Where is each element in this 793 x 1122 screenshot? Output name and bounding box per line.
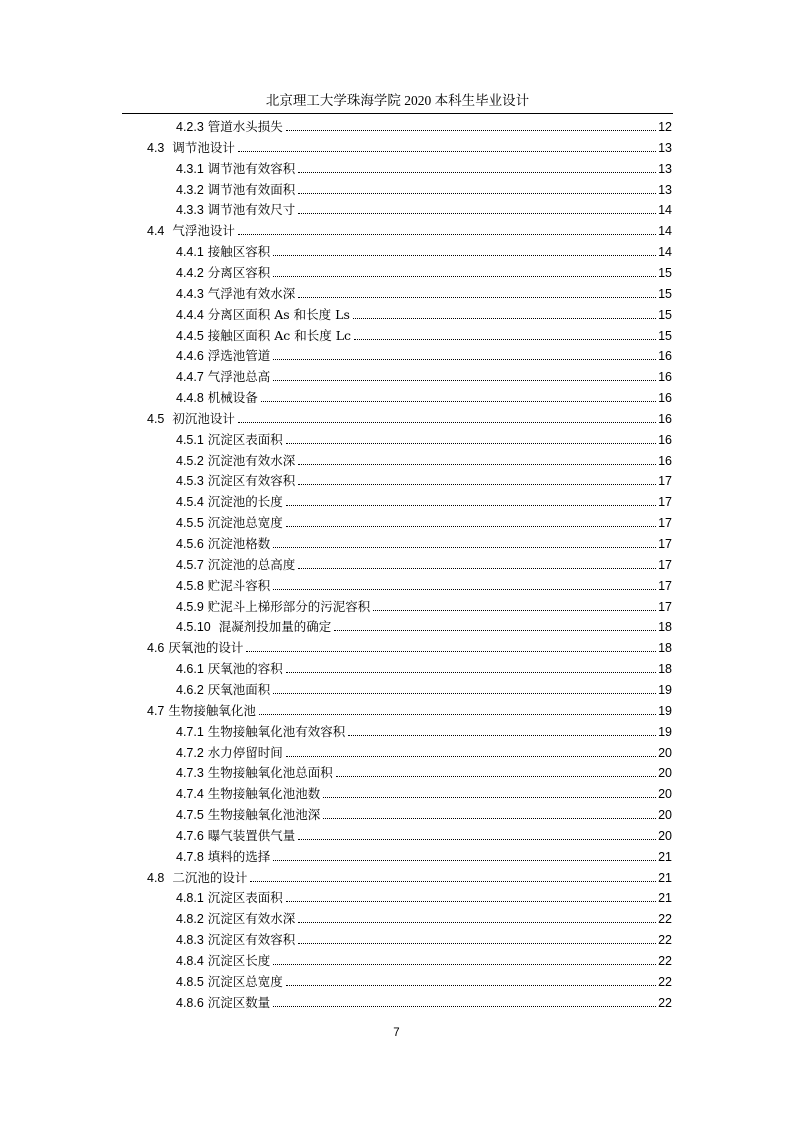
toc-dot-leader xyxy=(298,296,656,298)
toc-entry-label xyxy=(176,369,271,385)
toc-entry-label xyxy=(176,328,352,344)
toc-section-entry[interactable] xyxy=(147,636,672,656)
toc-dot-leader xyxy=(273,1005,656,1007)
toc-page-number: 17 xyxy=(658,495,672,510)
toc-entry-title: 管道水头损失 xyxy=(203,119,283,134)
toc-dot-leader xyxy=(238,421,656,423)
toc-entry-number: 4.3.2 xyxy=(176,182,204,197)
toc-subsection-entry[interactable] xyxy=(176,490,672,510)
toc-subsection-entry[interactable] xyxy=(176,928,672,948)
toc-dot-leader xyxy=(273,692,656,694)
toc-subsection-entry[interactable] xyxy=(176,678,672,698)
toc-entry-title: 沉淀区表面积 xyxy=(203,890,283,906)
toc-subsection-entry[interactable] xyxy=(176,615,672,635)
toc-subsection-entry[interactable] xyxy=(176,511,672,531)
toc-entry-title: 填料的选择 xyxy=(203,848,271,864)
toc-page-number: 18 xyxy=(658,620,672,635)
toc-entry-label xyxy=(176,453,296,469)
toc-entry-title: 浮选池管道 xyxy=(203,348,271,364)
toc-page-number: 21 xyxy=(658,849,672,864)
toc-page-number: 16 xyxy=(658,391,672,406)
toc-entry-label xyxy=(176,661,284,677)
toc-dot-leader xyxy=(286,442,656,444)
toc-entry-number: 4.4.5 xyxy=(176,328,204,343)
toc-entry-title: 贮泥斗上梯形部分的污泥容积 xyxy=(203,598,371,614)
toc-dot-leader xyxy=(298,567,656,569)
toc-entry-label xyxy=(176,682,271,698)
toc-entry-label xyxy=(176,473,296,489)
toc-subsection-entry[interactable] xyxy=(176,449,672,469)
toc-entry-label xyxy=(147,703,257,719)
toc-subsection-entry[interactable] xyxy=(176,115,672,135)
toc-entry-title: 机械设备 xyxy=(203,390,258,406)
toc-dot-leader xyxy=(273,275,656,277)
toc-page-number: 16 xyxy=(658,411,672,426)
toc-page-number: 20 xyxy=(658,745,672,760)
toc-entry-title: 沉淀区有效水深 xyxy=(203,911,296,927)
toc-dot-leader xyxy=(273,358,656,360)
toc-page-number: 19 xyxy=(658,724,672,739)
toc-dot-leader xyxy=(273,963,656,965)
toc-page-number: 17 xyxy=(658,599,672,614)
toc-entry-label xyxy=(176,974,284,990)
toc-entry-title: 生物接触氧化池池深 xyxy=(203,807,321,823)
toc-entry-label xyxy=(176,932,296,948)
toc-page-number: 18 xyxy=(658,641,672,656)
toc-entry-number: 4.3.1 xyxy=(176,161,204,176)
toc-entry-label xyxy=(176,390,259,406)
header-rule xyxy=(122,113,673,114)
toc-entry-label xyxy=(176,953,271,969)
toc-page-number: 22 xyxy=(658,954,672,968)
toc-page-number: 19 xyxy=(658,682,672,697)
toc-page-number: 12 xyxy=(658,120,672,134)
toc-entry-title: 厌氧池的设计 xyxy=(164,640,244,656)
toc-entry-number: 4.7.5 xyxy=(176,808,204,823)
toc-page-number: 13 xyxy=(658,161,672,176)
toc-entry-title: 生物接触氧化池总面积 xyxy=(203,765,333,781)
toc-entry-number: 4.5 xyxy=(147,411,165,426)
toc-entry-number: 4.3 xyxy=(147,140,165,155)
toc-entry-label xyxy=(176,599,371,615)
toc-entry-title: 调节池设计 xyxy=(164,139,235,155)
toc-subsection-entry[interactable] xyxy=(176,886,672,906)
toc-subsection-entry[interactable] xyxy=(176,240,672,260)
toc-dot-leader xyxy=(354,338,656,340)
toc-entry-number: 4.4.3 xyxy=(176,286,204,301)
toc-entry-label xyxy=(176,578,271,594)
toc-entry-number: 4.8.1 xyxy=(176,891,204,906)
toc-entry-number: 4.5.7 xyxy=(176,557,204,572)
toc-subsection-entry[interactable] xyxy=(176,282,672,302)
toc-entry-number: 4.3.3 xyxy=(176,203,204,218)
toc-entry-label xyxy=(176,182,296,198)
toc-dot-leader xyxy=(286,900,656,902)
toc-entry-number: 4.5.3 xyxy=(176,474,204,489)
toc-entry-title: 沉淀池格数 xyxy=(203,536,271,551)
toc-entry-label xyxy=(176,807,321,823)
toc-page-number: 21 xyxy=(658,891,672,906)
toc-dot-leader xyxy=(286,984,656,986)
toc-entry-title: 沉淀池的总高度 xyxy=(203,556,296,572)
toc-entry-title: 接触区容积 xyxy=(203,244,271,260)
toc-page-number: 14 xyxy=(658,203,672,218)
toc-entry-number: 4.4.4 xyxy=(176,307,204,322)
toc-section-entry[interactable] xyxy=(147,699,672,719)
toc-entry-label xyxy=(176,348,271,364)
toc-dot-leader xyxy=(273,254,656,256)
toc-entry-label xyxy=(176,995,271,1011)
toc-entry-title: 生物接触氧化池有效容积 xyxy=(203,723,346,739)
toc-dot-leader xyxy=(373,609,656,611)
toc-entry-number: 4.7.1 xyxy=(176,724,204,739)
toc-entry-label xyxy=(147,870,248,886)
toc-entry-label xyxy=(176,786,321,802)
toc-dot-leader xyxy=(298,463,656,465)
toc-dot-leader xyxy=(259,713,656,715)
toc-entry-title: 厌氧池的容积 xyxy=(203,661,283,677)
toc-entry-title: 沉淀池的长度 xyxy=(203,494,283,510)
toc-entry-number: 4.5.8 xyxy=(176,578,204,593)
toc-entry-number: 4.5.2 xyxy=(176,453,204,468)
toc-entry-number: 4.5.10 xyxy=(176,620,211,635)
toc-subsection-entry[interactable] xyxy=(176,303,672,323)
toc-dot-leader xyxy=(286,525,656,527)
toc-dot-leader xyxy=(286,129,656,131)
toc-entry-title: 沉淀区有效容积 xyxy=(203,473,296,489)
toc-entry-number: 4.5.6 xyxy=(176,537,204,551)
toc-subsection-entry[interactable] xyxy=(176,198,672,218)
page-header-title: 北京理工大学珠海学院 2020 本科生毕业设计 xyxy=(265,93,530,108)
toc-entry-number: 4.8 xyxy=(147,870,165,885)
toc-entry-label xyxy=(176,765,334,781)
toc-subsection-entry[interactable] xyxy=(176,595,672,615)
toc-dot-leader xyxy=(238,150,656,152)
toc-entry-number: 4.8.2 xyxy=(176,912,204,927)
toc-page-number: 20 xyxy=(658,828,672,843)
toc-entry-number: 4.7.6 xyxy=(176,828,204,843)
toc-dot-leader xyxy=(246,650,656,652)
toc-subsection-entry[interactable] xyxy=(176,720,672,740)
toc-subsection-entry[interactable] xyxy=(176,386,672,406)
toc-entry-label xyxy=(176,119,284,135)
toc-entry-title: 混凝剂投加量的确定 xyxy=(210,619,332,635)
toc-section-entry[interactable] xyxy=(147,219,672,239)
toc-dot-leader xyxy=(250,880,656,882)
toc-dot-leader xyxy=(298,942,656,944)
toc-entry-number: 4.7 xyxy=(147,703,165,718)
toc-entry-title: 沉淀区有效容积 xyxy=(203,932,296,948)
toc-dot-leader xyxy=(298,483,656,485)
toc-page-number: 16 xyxy=(658,432,672,447)
toc-entry-number: 4.5.1 xyxy=(176,432,204,447)
toc-page-number: 16 xyxy=(658,370,672,385)
toc-entry-title: 贮泥斗容积 xyxy=(203,577,271,593)
toc-page-number: 22 xyxy=(658,995,672,1010)
toc-dot-leader xyxy=(334,629,656,631)
toc-entry-label xyxy=(147,223,236,239)
toc-dot-leader xyxy=(238,233,656,235)
toc-page-number: 22 xyxy=(658,974,672,989)
toc-page-number: 15 xyxy=(658,307,672,322)
toc-subsection-entry[interactable] xyxy=(176,428,672,448)
toc-dot-leader xyxy=(273,546,656,548)
toc-entry-label xyxy=(147,140,236,156)
toc-entry-number: 4.2.3 xyxy=(176,120,204,134)
toc-dot-leader xyxy=(323,796,656,798)
toc-page-number: 22 xyxy=(658,912,672,927)
toc-subsection-entry[interactable] xyxy=(176,824,672,844)
toc-subsection-entry[interactable] xyxy=(176,532,672,552)
toc-entry-title: 沉淀区数量 xyxy=(203,994,271,1010)
toc-dot-leader xyxy=(286,671,656,673)
toc-page-number: 16 xyxy=(658,453,672,468)
toc-entry-title: 分离区面积 As 和长度 Ls xyxy=(203,306,350,322)
toc-entry-title: 厌氧池面积 xyxy=(203,681,271,697)
toc-page-number: 19 xyxy=(658,703,672,718)
toc-entry-label xyxy=(176,849,271,865)
toc-page-number: 17 xyxy=(658,474,672,489)
page-number: 7 xyxy=(393,1027,400,1039)
toc-subsection-entry[interactable] xyxy=(176,553,672,573)
toc-dot-leader xyxy=(273,379,656,381)
toc-dot-leader xyxy=(348,734,656,736)
toc-entry-number: 4.4.2 xyxy=(176,265,204,280)
toc-section-entry[interactable] xyxy=(147,407,672,427)
toc-page-number: 17 xyxy=(658,578,672,593)
toc-entry-title: 沉淀区长度 xyxy=(203,953,271,968)
toc-entry-title: 气浮池总高 xyxy=(203,369,271,385)
toc-page-number: 22 xyxy=(658,933,672,948)
toc-page-number: 17 xyxy=(658,557,672,572)
toc-entry-number: 4.8.3 xyxy=(176,933,204,948)
toc-page-number: 20 xyxy=(658,787,672,802)
toc-entry-title: 调节池有效尺寸 xyxy=(203,202,296,218)
toc-entry-label xyxy=(176,244,271,260)
toc-entry-title: 调节池有效容积 xyxy=(203,160,296,176)
toc-entry-number: 4.4.1 xyxy=(176,245,204,260)
toc-subsection-entry[interactable] xyxy=(176,344,672,364)
toc-entry-label xyxy=(176,265,271,281)
toc-subsection-entry[interactable] xyxy=(176,907,672,927)
toc-subsection-entry[interactable] xyxy=(176,178,672,198)
toc-entry-number: 4.7.3 xyxy=(176,766,204,781)
toc-entry-number: 4.6.1 xyxy=(176,662,204,677)
toc-entry-title: 水力停留时间 xyxy=(203,744,283,760)
toc-dot-leader xyxy=(323,817,656,819)
toc-dot-leader xyxy=(353,317,656,319)
toc-entry-number: 4.7.2 xyxy=(176,745,204,760)
toc-subsection-entry[interactable] xyxy=(176,657,672,677)
toc-page-number: 14 xyxy=(658,245,672,260)
toc-entry-number: 4.4.7 xyxy=(176,370,204,385)
toc-page-number: 13 xyxy=(658,182,672,197)
toc-page-number: 15 xyxy=(658,286,672,301)
toc-page-number: 21 xyxy=(658,870,672,885)
toc-subsection-entry[interactable] xyxy=(176,157,672,177)
toc-page-number: 18 xyxy=(658,662,672,677)
toc-subsection-entry[interactable] xyxy=(176,949,672,969)
toc-entry-label xyxy=(176,619,332,635)
toc-page-number: 15 xyxy=(658,328,672,343)
toc-dot-leader xyxy=(261,400,656,402)
toc-dot-leader xyxy=(298,212,656,214)
toc-entry-number: 4.8.4 xyxy=(176,954,204,968)
toc-page-number: 20 xyxy=(658,808,672,823)
toc-entry-title: 沉淀区总宽度 xyxy=(203,973,283,989)
toc-entry-label xyxy=(176,161,296,177)
toc-entry-number: 4.5.9 xyxy=(176,599,204,614)
toc-entry-number: 4.6 xyxy=(147,641,165,656)
toc-entry-number: 4.5.5 xyxy=(176,516,204,531)
toc-subsection-entry[interactable] xyxy=(176,845,672,865)
toc-dot-leader xyxy=(286,504,656,506)
toc-subsection-entry[interactable] xyxy=(176,761,672,781)
toc-page-number: 17 xyxy=(658,537,672,551)
toc-subsection-entry[interactable] xyxy=(176,803,672,823)
toc-entry-label xyxy=(176,724,346,740)
toc-subsection-entry[interactable] xyxy=(176,469,672,489)
toc-entry-label xyxy=(176,890,284,906)
toc-dot-leader xyxy=(286,755,656,757)
toc-entry-label xyxy=(147,411,236,427)
toc-subsection-entry[interactable] xyxy=(176,324,672,344)
toc-entry-label xyxy=(176,494,284,510)
toc-entry-label xyxy=(176,307,351,323)
toc-entry-number: 4.7.4 xyxy=(176,787,204,802)
toc-entry-label xyxy=(176,202,296,218)
toc-entry-number: 4.8.6 xyxy=(176,995,204,1010)
toc-subsection-entry[interactable] xyxy=(176,991,672,1011)
toc-page-number: 14 xyxy=(658,224,672,239)
toc-page-number: 17 xyxy=(658,516,672,531)
toc-subsection-entry[interactable] xyxy=(176,782,672,802)
toc-entry-number: 4.7.8 xyxy=(176,849,204,864)
toc-entry-number: 4.4.8 xyxy=(176,391,204,406)
toc-entry-title: 二沉池的设计 xyxy=(164,869,248,885)
toc-entry-title: 气浮池设计 xyxy=(164,223,235,239)
toc-entry-title: 沉淀池有效水深 xyxy=(203,452,296,468)
toc-subsection-entry[interactable] xyxy=(176,365,672,385)
toc-entry-label xyxy=(176,515,284,531)
toc-dot-leader xyxy=(273,588,656,590)
toc-page-number: 16 xyxy=(658,349,672,364)
toc-subsection-entry[interactable] xyxy=(176,574,672,594)
toc-entry-label xyxy=(176,536,271,552)
toc-entry-number: 4.6.2 xyxy=(176,682,204,697)
toc-section-entry[interactable] xyxy=(147,866,672,886)
toc-dot-leader xyxy=(273,859,656,861)
toc-entry-title: 气浮池有效水深 xyxy=(203,285,296,301)
toc-entry-title: 曝气装置供气量 xyxy=(203,827,296,843)
toc-entry-label xyxy=(176,432,284,448)
toc-entry-title: 分离区容积 xyxy=(203,264,271,280)
toc-entry-label xyxy=(176,828,296,844)
toc-entry-label xyxy=(176,911,296,927)
toc-dot-leader xyxy=(336,775,656,777)
toc-subsection-entry[interactable] xyxy=(176,970,672,990)
toc-entry-title: 生物接触氧化池 xyxy=(164,702,256,718)
toc-subsection-entry[interactable] xyxy=(176,261,672,281)
toc-subsection-entry[interactable] xyxy=(176,741,672,761)
toc-entry-title: 接触区面积 Ac 和长度 Lc xyxy=(203,327,352,343)
toc-page-number: 20 xyxy=(658,766,672,781)
toc-entry-number: 4.4.6 xyxy=(176,349,204,364)
toc-entry-title: 沉淀区表面积 xyxy=(203,431,283,447)
toc-dot-leader xyxy=(298,838,656,840)
toc-entry-label xyxy=(176,286,296,302)
toc-dot-leader xyxy=(298,921,656,923)
toc-entry-label xyxy=(176,557,296,573)
toc-entry-title: 生物接触氧化池池数 xyxy=(203,786,321,802)
toc-section-entry[interactable] xyxy=(147,136,672,156)
toc-dot-leader xyxy=(298,192,656,194)
toc-dot-leader xyxy=(298,171,656,173)
toc-entry-number: 4.8.5 xyxy=(176,974,204,989)
toc-entry-title: 调节池有效面积 xyxy=(203,181,296,197)
toc-entry-label xyxy=(176,745,284,761)
toc-entry-number: 4.4 xyxy=(147,224,165,239)
toc-page-number: 15 xyxy=(658,265,672,280)
toc-page-number: 13 xyxy=(658,140,672,155)
toc-entry-label xyxy=(147,640,244,656)
toc-entry-title: 初沉池设计 xyxy=(164,410,235,426)
toc-entry-number: 4.5.4 xyxy=(176,495,204,510)
toc-entry-title: 沉淀池总宽度 xyxy=(203,515,283,531)
